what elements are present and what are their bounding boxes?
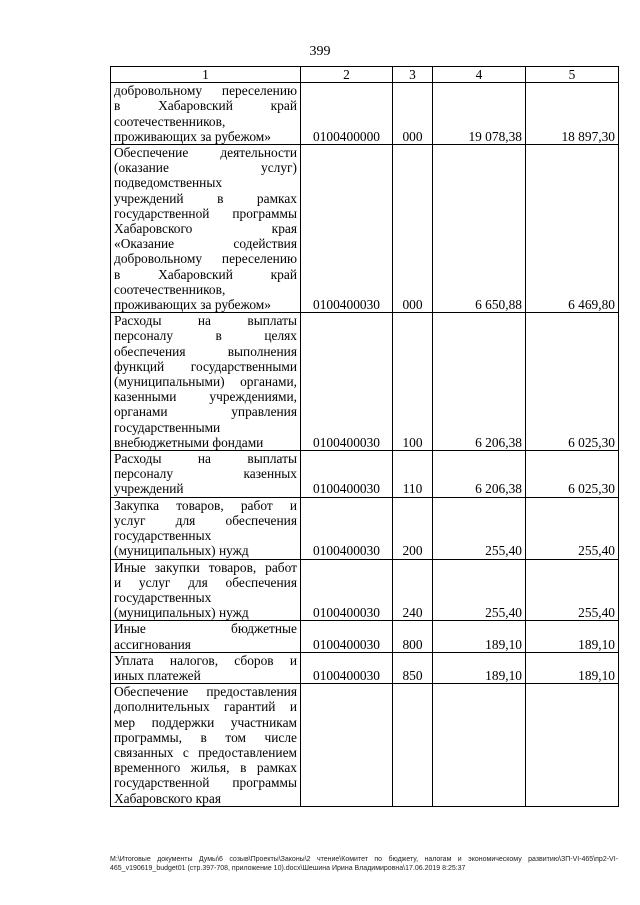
- table-row: [111, 652, 619, 683]
- amount-2020: 6 650,88: [433, 145, 526, 313]
- description-line: государственной программы: [114, 205, 297, 221]
- description-line: (оказание услуг): [114, 160, 297, 176]
- row-description: [111, 621, 301, 652]
- description-line: Хабаровского края: [114, 790, 221, 806]
- description-line: государственными: [114, 419, 221, 435]
- amount-2021: 6 025,30: [526, 451, 619, 498]
- amount-2020: 189,10: [433, 621, 526, 652]
- description-line: функций государственными: [114, 358, 297, 374]
- description-line: государственной программы: [114, 775, 297, 791]
- description-line: Обеспечение предоставления: [114, 684, 297, 700]
- amount-2021: 189,10: [526, 652, 619, 683]
- header-cell: 5: [526, 67, 619, 83]
- description-line: Иные закупки товаров, работ: [114, 559, 297, 575]
- table-row: [111, 684, 619, 807]
- description-line: дополнительных гарантий и: [114, 699, 297, 715]
- row-description: [111, 684, 301, 807]
- description-line: персоналу казенных: [114, 466, 297, 482]
- amount-2020: 19 078,38: [433, 83, 526, 145]
- description-line: проживающих за рубежом»: [114, 297, 271, 313]
- description-line: обеспечения выполнения: [114, 343, 297, 359]
- amount-2021: 18 897,30: [526, 83, 619, 145]
- description-line: связанных с предоставлением: [114, 744, 297, 760]
- amount-2020: 255,40: [433, 497, 526, 559]
- expense-type-code: 850: [393, 652, 433, 683]
- description-line: Закупка товаров, работ и: [114, 497, 297, 513]
- description-line: государственных: [114, 528, 212, 544]
- row-description: [111, 497, 301, 559]
- table-row: [111, 451, 619, 498]
- description-line: Иные бюджетные: [114, 621, 297, 637]
- description-line: казенными учреждениями,: [114, 389, 297, 405]
- expense-type-code: 110: [393, 451, 433, 498]
- target-article-code: 0100400030: [301, 559, 393, 621]
- description-line: (муниципальными) органами,: [114, 374, 297, 390]
- description-line: (муниципальных) нужд: [114, 605, 249, 621]
- description-line: временного жилья, в рамках: [114, 760, 297, 776]
- header-cell: 3: [393, 67, 433, 83]
- description-line: учреждений: [114, 481, 184, 497]
- row-description: [111, 145, 301, 313]
- target-article-code: 0100400030: [301, 313, 393, 451]
- header-cell: 1: [111, 67, 301, 83]
- amount-2021: 6 469,80: [526, 145, 619, 313]
- description-line: добровольному переселению: [114, 83, 297, 99]
- description-line: (муниципальных) нужд: [114, 543, 249, 559]
- table-row: [111, 497, 619, 559]
- page-number: 399: [309, 44, 331, 59]
- description-line: Уплата налогов, сборов и: [114, 652, 297, 668]
- description-line: органами управления: [114, 404, 297, 420]
- amount-2021: 6 025,30: [526, 313, 619, 451]
- row-description: [111, 652, 301, 683]
- expense-type-code: 240: [393, 559, 433, 621]
- document-footer-path: M:\Итоговые документы Думы\6 созыв\Проекты\Законы\2 чтение\Комитет по бюджету, налогам и экономическому развитию\ЗП-VI-465\пр2-VI-465_v190619_budget01 (стр.397-708, приложение 10).docx\Шешина Ирина Владимировна\17.06.2019 8:25:37: [110, 856, 618, 872]
- target-article-code: 0100400000: [301, 83, 393, 145]
- amount-2021: [526, 684, 619, 807]
- description-line: добровольному переселению: [114, 251, 297, 267]
- target-article-code: 0100400030: [301, 621, 393, 652]
- expense-type-code: 800: [393, 621, 433, 652]
- expense-type-code: 100: [393, 313, 433, 451]
- description-line: проживающих за рубежом»: [114, 128, 271, 144]
- row-description: [111, 313, 301, 451]
- description-line: ассигнования: [114, 636, 191, 652]
- table-row: [111, 83, 619, 145]
- description-line: Хабаровского края: [114, 221, 297, 237]
- description-line: внебюджетными фондами: [114, 434, 264, 450]
- description-line: «Оказание содействия: [114, 236, 297, 252]
- row-description: [111, 559, 301, 621]
- description-line: Расходы на выплаты: [114, 451, 297, 467]
- description-line: Обеспечение деятельности: [114, 145, 297, 161]
- header-cell: 4: [433, 67, 526, 83]
- amount-2020: 255,40: [433, 559, 526, 621]
- target-article-code: [301, 684, 393, 807]
- table-row: [111, 145, 619, 313]
- description-line: в Хабаровский край: [114, 266, 297, 282]
- amount-2021: 255,40: [526, 559, 619, 621]
- target-article-code: 0100400030: [301, 451, 393, 498]
- expense-type-code: 000: [393, 145, 433, 313]
- target-article-code: 0100400030: [301, 145, 393, 313]
- expense-type-code: [393, 684, 433, 807]
- description-line: подведомственных: [114, 175, 223, 191]
- expense-type-code: 200: [393, 497, 433, 559]
- amount-2021: 255,40: [526, 497, 619, 559]
- amount-2021: 189,10: [526, 621, 619, 652]
- amount-2020: 6 206,38: [433, 313, 526, 451]
- description-line: соотечественников,: [114, 113, 226, 129]
- target-article-code: 0100400030: [301, 497, 393, 559]
- table-header-row: [111, 67, 619, 83]
- budget-table: [110, 66, 619, 807]
- description-line: и услуг для обеспечения: [114, 574, 297, 590]
- amount-2020: 189,10: [433, 652, 526, 683]
- description-line: в Хабаровский край: [114, 98, 297, 114]
- amount-2020: 6 206,38: [433, 451, 526, 498]
- description-line: программы, в том числе: [114, 729, 297, 745]
- target-article-code: 0100400030: [301, 652, 393, 683]
- header-cell: 2: [301, 67, 393, 83]
- expense-type-code: 000: [393, 83, 433, 145]
- description-line: иных платежей: [114, 667, 201, 683]
- description-line: государственных: [114, 589, 212, 605]
- row-description: [111, 83, 301, 145]
- description-line: соотечественников,: [114, 281, 226, 297]
- description-line: услуг для обеспечения: [114, 512, 297, 528]
- description-line: Расходы на выплаты: [114, 313, 297, 329]
- table-row: [111, 313, 619, 451]
- description-line: учреждений в рамках: [114, 190, 297, 206]
- description-line: персоналу в целях: [114, 328, 297, 344]
- row-description: [111, 451, 301, 498]
- description-line: мер поддержки участникам: [114, 714, 297, 730]
- table-row: [111, 621, 619, 652]
- amount-2020: [433, 684, 526, 807]
- table-row: [111, 559, 619, 621]
